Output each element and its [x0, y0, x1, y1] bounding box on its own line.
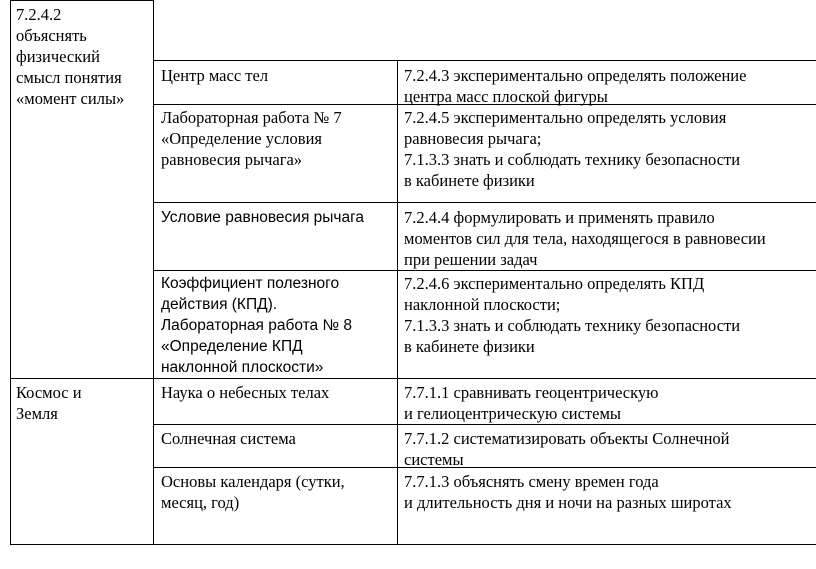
row-divider: [153, 60, 816, 61]
cell-r0-goal: 7.2.4.2 объяснять физический смысл понятия «момент силы»: [16, 5, 125, 108]
cell-r4-topic: Коэффициент полезного действия (КПД). Лабораторная работа № 8 «Определение КПД наклонной плоскости»: [161, 275, 353, 376]
cell-r1-topic: Центр масс тел: [161, 66, 269, 85]
cell-r2-topic: Лабораторная работа № 7 «Определение условия равновесия рычага»: [161, 108, 342, 169]
cell-r1-objective: 7.2.4.3 экспериментально определять положение центра масс плоской фигуры: [404, 66, 747, 106]
cell-r7-objective: 7.7.1.3 объяснять смену времен года и длительность дня и ночи на разных широтах: [404, 472, 732, 512]
cell-r6-objective: 7.7.1.2 систематизировать объекты Солнечной системы: [404, 429, 730, 469]
cell-r2-objective: 7.2.4.5 экспериментально определять условия равновесия рычага; 7.1.3.3 знать и соблюдать технику безопасности в кабинете физики: [404, 108, 741, 190]
row-divider: [10, 378, 816, 379]
row-divider: [153, 270, 816, 271]
cell-r5-topic: Наука о небесных телах: [161, 383, 330, 402]
table-border-bottom: [10, 544, 816, 545]
column-divider-1: [153, 0, 154, 545]
table-border-top: [10, 0, 154, 1]
row-divider: [153, 202, 816, 203]
cell-r3-objective: 7.2.4.4 формулировать и применять правило моментов сил для тела, находящегося в равновесии при решении задач: [404, 208, 766, 269]
table-border-left: [10, 0, 11, 545]
row-divider: [153, 424, 816, 425]
cell-r4-objective: 7.2.4.6 экспериментально определять КПД наклонной плоскости; 7.1.3.3 знать и соблюдать технику безопасности в кабинете физики: [404, 274, 741, 356]
cell-r5-objective: 7.7.1.1 сравнивать геоцентрическую и гелиоцентрическую системы: [404, 383, 659, 423]
cell-r7-topic: Основы календаря (сутки, месяц, год): [161, 472, 345, 512]
cell-r6-topic: Солнечная система: [161, 429, 296, 448]
cell-r3-topic: Условие равновесия рычага: [161, 209, 365, 226]
cell-r5-section: Космос и Земля: [16, 383, 82, 423]
column-divider-2: [397, 60, 398, 545]
